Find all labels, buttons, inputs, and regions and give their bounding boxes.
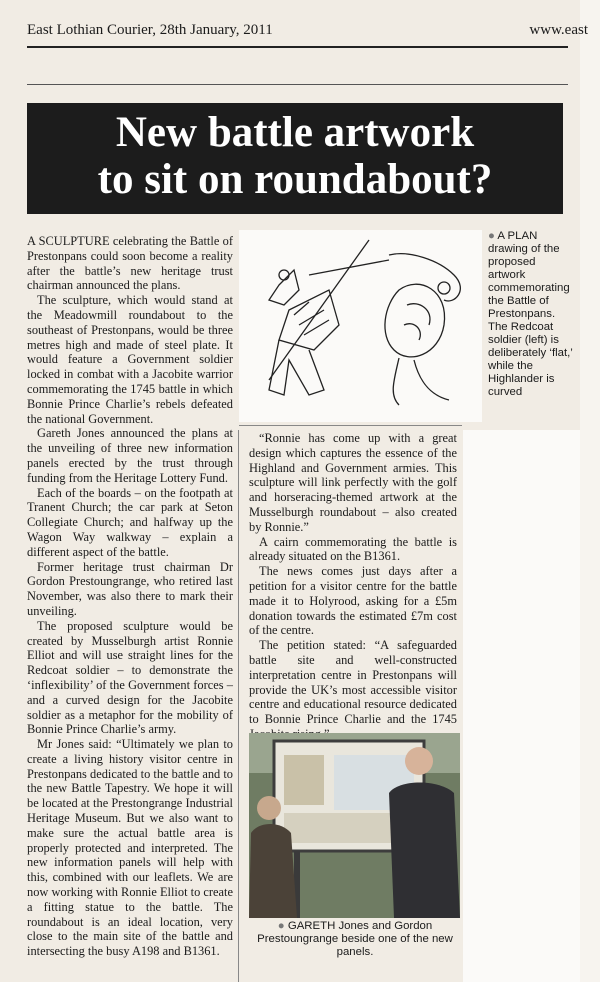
- bullet-icon: ●: [488, 230, 498, 242]
- bullet-icon: ●: [277, 920, 288, 932]
- paragraph: The news comes just days after a petition for a visitor centre for the battle made it to Holyrood, asking for a £5m donation towards the estimated £7m cost of the centre.: [249, 564, 457, 638]
- paragraph: The petition stated: “A safeguarded battle site and well-constructed interpretation centre in Prestonpans will provide the UK’s most accessible visitor centre and educational resource dedicated to Bonnie Prince Charlie and the 1745: [249, 638, 457, 727]
- page-margin: [580, 0, 600, 982]
- photo-caption: [251, 920, 459, 959]
- sculpture-sketch-image: [239, 230, 482, 422]
- photo-caption-text: GARETH Jones and Gordon Prestoungrange beside one of the new panels.: [257, 920, 453, 958]
- sketch-caption-text: A PLAN drawing of the proposed artwork commemorating the Battle of Prestonpans. The Redcoat soldier (left) is deliberately ‘flat,’ while the Highlander is curved: [488, 230, 573, 398]
- sculpture-sketch-drawing: [239, 230, 482, 422]
- column-divider: [238, 430, 239, 982]
- paragraph: The sculpture, which would stand at the Meadowmill roundabout to the southeast of Prestonpans, would be three metres high and made of steel plate. It would feature a Government soldier locked in combat with a Jacobite warrior commemorating the 1745 battle in which Bonnie Prince Charlie’s rebels defeated the national Government.: [27, 293, 233, 426]
- paragraph: A SCULPTURE celebrating the Battle of Prestonpans could soon become a reality after the battle’s new heritage trust chairman announced the plans.: [27, 234, 233, 293]
- paragraph: “Ronnie has come up with a great design which captures the essence of the Highland and Government armies. This sculpture will link perfectly with the golf and horseracing-themed artwork at the Musselburgh roundabout – also created by Ronnie.”: [249, 431, 457, 534]
- article-column-1: [27, 234, 233, 959]
- photo-image: [249, 733, 460, 918]
- paragraph: Mr Jones said: “Ultimately we plan to create a living history visitor centre in Prestonpans dedicated to the battle and to the new Battle Tapestry. We hope it will be located at the Prestongrange Industrial Heritage Museum. But we also want to make sure the actual battle area is properly protected and interpreted. The new information panels will help with this, combined with our leaflets. We are now working with Ronnie Elliot to create a fitting statue to the battle. The roundabout is an ideal location, very close to the main site of the battle and intersecting the busy A198 and B1361.: [27, 737, 233, 959]
- blank-area: [463, 430, 580, 982]
- website-text: www.east: [529, 22, 588, 38]
- paragraph: A cairn commemorating the battle is already situated on the B1361.: [249, 534, 457, 564]
- article-column-2: [249, 431, 457, 742]
- paragraph: Each of the boards – on the footpath at Tranent Church; the car park at Seton Collegiate Church; and halfway up the Wagon Way walkway – explain a different aspect of the battle.: [27, 485, 233, 559]
- headline-line-2: to sit on roundabout?: [97, 156, 493, 203]
- publication-line: East Lothian Courier, 28th January, 2011: [27, 22, 273, 38]
- sketch-caption: [488, 230, 574, 399]
- paragraph: The proposed sculpture would be created by Musselburgh artist Ronnie Elliot and will use straight lines for the Redcoat soldier – to demonstrate the ‘inflexibility’ of the Government forces – and a curved design for the Jacobite soldier as a metaphor for the mobility of Bonnie Prince Charlie’s army.: [27, 618, 233, 737]
- column-rule: [239, 425, 462, 426]
- paragraph: Gareth Jones announced the plans at the unveiling of three new information panels erected by the trust through funding from the Heritage Lottery Fund.: [27, 426, 233, 485]
- paragraph: Former heritage trust chairman Dr Gordon Prestoungrange, who retired last November, was also there to mark their unveiling.: [27, 559, 233, 618]
- headline-line-1: New battle artwork: [115, 109, 475, 156]
- header-rule: [27, 46, 568, 48]
- divider-rule: [27, 84, 568, 85]
- photo-illustration: [249, 733, 460, 918]
- headline: [27, 103, 563, 214]
